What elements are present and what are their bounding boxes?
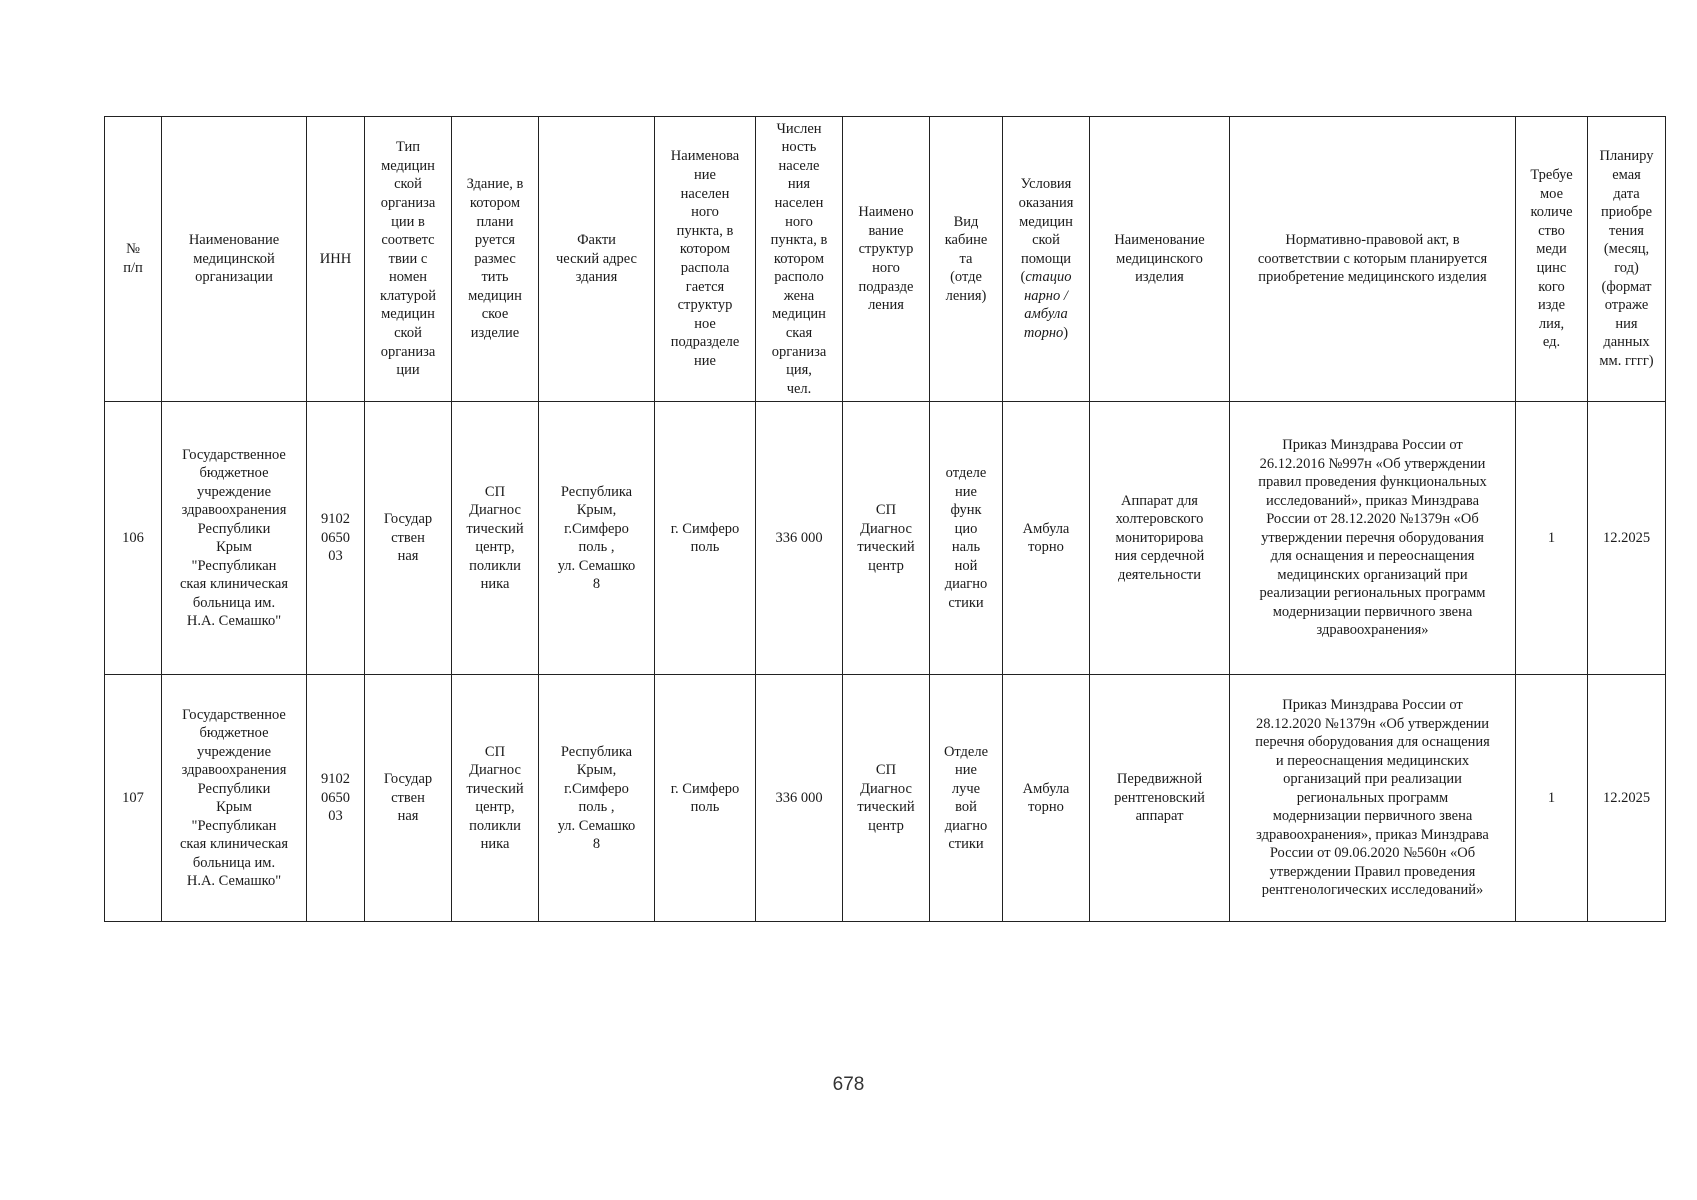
cell-org-name: Государственное бюджетное учреждение здравоохранения Республики Крым "Республикан ская клиническая больница им. Н.А. Семашко"	[162, 675, 307, 922]
cell-qty: 1	[1516, 675, 1588, 922]
cell-building: СП Диагнос тический центр, поликли ника	[452, 675, 539, 922]
cell-conditions: Амбула торно	[1003, 675, 1090, 922]
cell-building: СП Диагнос тический центр, поликли ника	[452, 402, 539, 675]
header-num: № п/п	[105, 117, 162, 402]
page-number: 678	[832, 1074, 865, 1095]
header-cabinet: Вид кабине та (отде ления)	[930, 117, 1003, 402]
cell-act: Приказ Минздрава России от 26.12.2016 №997н «Об утверждении правил проведения функциональных исследований», приказ Минздрава России от 28.12.2020 №1379н «Об утверждении перечня оборудования для оснащения и переоснащения медицинских организаций при реализации региональных программ модернизации первичного звена здравоохранения»	[1230, 402, 1516, 675]
cell-num: 106	[105, 402, 162, 675]
cell-locality: г. Симферо поль	[655, 402, 756, 675]
cell-population: 336 000	[756, 675, 843, 922]
header-conditions-suffix: )	[1063, 325, 1069, 342]
table-row	[105, 402, 1666, 675]
cell-date: 12.2025	[1588, 402, 1666, 675]
header-building: Здание, в котором плани руется размес тить медицин ское изделие	[452, 117, 539, 402]
cell-population: 336 000	[756, 402, 843, 675]
cell-inn: 9102 0650 03	[307, 402, 365, 675]
cell-cabinet: Отделе ние луче вой диагно стики	[930, 675, 1003, 922]
header-date: Планиру емая дата приобре тения (месяц, год) (формат отраже ния данных мм. гггг)	[1588, 117, 1666, 402]
header-population: Числен ность населе ния населен ного пункта, в котором располо жена медицин ская организа ция, чел.	[756, 117, 843, 402]
header-conditions	[1003, 117, 1090, 402]
cell-date: 12.2025	[1588, 675, 1666, 922]
header-conditions-prefix: Условия оказания медицин ской помощи (	[1018, 176, 1074, 286]
cell-locality: г. Симферо поль	[655, 675, 756, 922]
cell-address: Республика Крым, г.Симферо поль , ул. Семашко 8	[539, 675, 655, 922]
header-qty: Требуе мое количе ство меди цинс кого изде лия, ед.	[1516, 117, 1588, 402]
cell-num: 107	[105, 675, 162, 922]
cell-conditions: Амбула торно	[1003, 402, 1090, 675]
header-subdivision: Наимено вание структур ного подразде ления	[843, 117, 930, 402]
cell-device: Аппарат для холтеровского мониторирова ния сердечной деятельности	[1090, 402, 1230, 675]
header-device: Наименование медицинского изделия	[1090, 117, 1230, 402]
cell-inn: 9102 0650 03	[307, 675, 365, 922]
cell-org-type: Государ ствен ная	[365, 402, 452, 675]
cell-org-type: Государ ствен ная	[365, 675, 452, 922]
header-locality: Наименова ние населен ного пункта, в котором распола гается структур ное подразделе ние	[655, 117, 756, 402]
header-address: Факти ческий адрес здания	[539, 117, 655, 402]
header-conditions-italic: стацио нарно / амбула торно	[1023, 269, 1072, 342]
header-inn: ИНН	[307, 117, 365, 402]
header-org-type: Тип медицин ской организа ции в соответс твии с номен клатурой медицин ской организа ции	[365, 117, 452, 402]
cell-address: Республика Крым, г.Симферо поль , ул. Семашко 8	[539, 402, 655, 675]
equipment-table	[104, 116, 1666, 922]
table-header-row	[105, 117, 1666, 402]
cell-subdivision: СП Диагнос тический центр	[843, 675, 930, 922]
cell-act: Приказ Минздрава России от 28.12.2020 №1379н «Об утверждении перечня оборудования для оснащения и переоснащения медицинских организаций при реализации региональных программ модернизации первичного звена здравоохранения», приказ Минздрава России от 09.06.2020 №560н «Об утверждении Правил проведения рентгенологических исследований»	[1230, 675, 1516, 922]
header-org-name: Наименование медицинской организации	[162, 117, 307, 402]
cell-cabinet: отделе ние функ цио наль ной диагно стики	[930, 402, 1003, 675]
cell-qty: 1	[1516, 402, 1588, 675]
cell-device: Передвижной рентгеновский аппарат	[1090, 675, 1230, 922]
cell-org-name: Государственное бюджетное учреждение здравоохранения Республики Крым "Республикан ская клиническая больница им. Н.А. Семашко"	[162, 402, 307, 675]
header-act: Нормативно-правовой акт, в соответствии с которым планируется приобретение медицинского изделия	[1230, 117, 1516, 402]
table-row	[105, 675, 1666, 922]
cell-subdivision: СП Диагнос тический центр	[843, 402, 930, 675]
